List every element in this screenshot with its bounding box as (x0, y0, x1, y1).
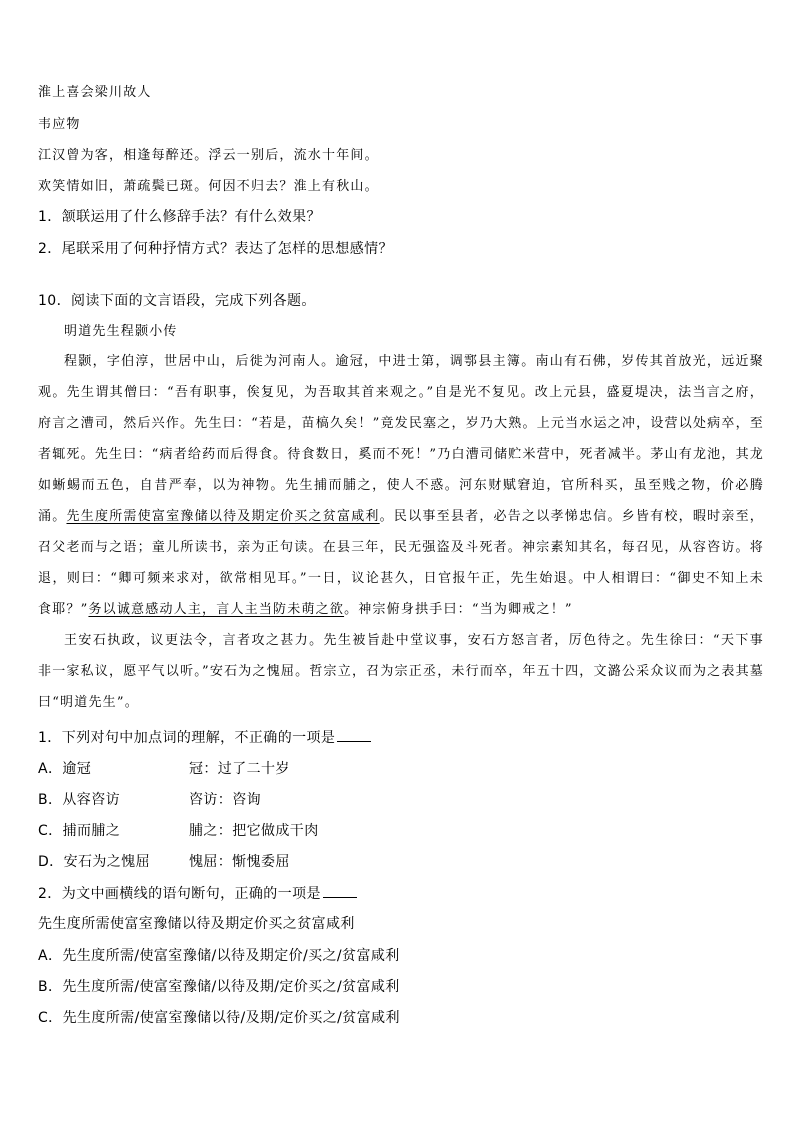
poem-author: 韦应物 (38, 117, 81, 132)
option-c-gloss: 脯之：把它做成干肉 (189, 823, 319, 839)
subquestion-2-stem: 2．为文中画横线的语句断句，正确的一项是 (38, 883, 357, 904)
answer-blank (323, 883, 357, 898)
option-d-term: D．安石为之愧屈 (38, 854, 150, 870)
poem-question-1: 1．颔联运用了什么修辞手法？有什么效果？ (38, 209, 321, 225)
option-c-term: C．捕而脯之 (38, 823, 121, 839)
passage-p1-part-c: 。神宗俯身拱手曰：“当为卿戒之！” (344, 602, 573, 617)
option-b-term: B．从容咨访 (38, 792, 121, 808)
passage-p1-part-b: 。民以事至县者，必告之以孝悌忠信。乡皆有校，暇时亲至，召父老而与之语；童儿所读书，亲为正句读。在县三年，民无强盗及斗死者。神宗素知其名，每召见，从容咨访。将退，则曰：“卿可频来求对，欲常相见耳。”一日，议论甚久，日官报午正，先生始退。中人相谓曰：“御史不知上未食耶？” (38, 509, 764, 617)
poem-title: 淮上喜会梁川故人 (38, 85, 152, 100)
option-b: B．先生度所需/使富室豫储/以待及期/定价买之/贫富咸利 (38, 979, 400, 995)
poem-line-1: 江汉曾为客，相逢每醉还。浮云一别后，流水十年间。 (38, 148, 379, 163)
passage-paragraph-1 (38, 346, 764, 625)
passage-underlined-2: 务以诚意感动人主，言人主当防未萌之欲 (88, 602, 345, 617)
option-b-gloss: 咨访：咨询 (189, 792, 261, 808)
subquestion-1-stem: 1．下列对句中加点词的理解，不正确的一项是 (38, 727, 371, 748)
passage-p1-part-a: 程颢，字伯淳，世居中山，后徙为河南人。逾冠，中进士第，调鄠县主簿。南山有石佛，岁传其首放光，远近聚观。先生谓其僧曰：“吾有职事，俟复见，为吾取其首来观之。”自是光不复见。改上元县，盛夏堤决，法当言之府，府言之漕司，然后兴作。先生曰：“若是，苗槁久矣！”竟发民塞之，岁乃大熟。上元当水运之冲，设营以处病卒，至者辄死。先生曰：“病者给药而后得食。待食数日，奚而不死！”乃白漕司储贮米营中，死者减半。茅山有龙池，其龙如蜥蜴而五色，自昔严奉，以为神物。先生捕而脯之，使人不惑。河东财赋窘迫，官所科买，虽至贱之物，价必腾涌。 (38, 354, 764, 524)
option-a: A．先生度所需/使富室豫储/以待及期定价/买之/贫富咸利 (38, 948, 400, 964)
passage-title: 明道先生程颢小传 (64, 324, 178, 339)
passage-underlined-1: 先生度所需使富室豫储以待及期定价买之贫富咸利 (66, 509, 380, 524)
option-a-gloss: 冠：过了二十岁 (189, 761, 290, 777)
passage-paragraph-2: 王安石执政，议更法令，言者攻之甚力。先生被旨赴中堂议事，安石方怒言者，厉色待之。先生徐曰：“天下事非一家私议，愿平气以听。”安石为之愧屈。哲宗立，召为宗正丞，未行而卒，年五十四，文潞公采众议而为之表其墓曰“明道先生”。 (38, 633, 764, 710)
option-a-term: A．逾冠 (38, 761, 92, 777)
poem-question-2: 2．尾联采用了何种抒情方式？表达了怎样的思想感情？ (38, 241, 393, 257)
answer-blank (337, 727, 371, 742)
option-d-gloss: 愧屈：惭愧委屈 (189, 854, 290, 870)
poem-line-2: 欢笑情如旧，萧疏鬓已斑。何因不归去？淮上有秋山。 (38, 179, 379, 194)
option-c: C．先生度所需/使富室豫储以待/及期/定价买之/贫富咸利 (38, 1010, 400, 1026)
question-10-prompt: 10．阅读下面的文言语段，完成下列各题。 (38, 293, 316, 309)
subquestion-2-sentence: 先生度所需使富室豫储以待及期定价买之贫富咸利 (38, 916, 355, 932)
